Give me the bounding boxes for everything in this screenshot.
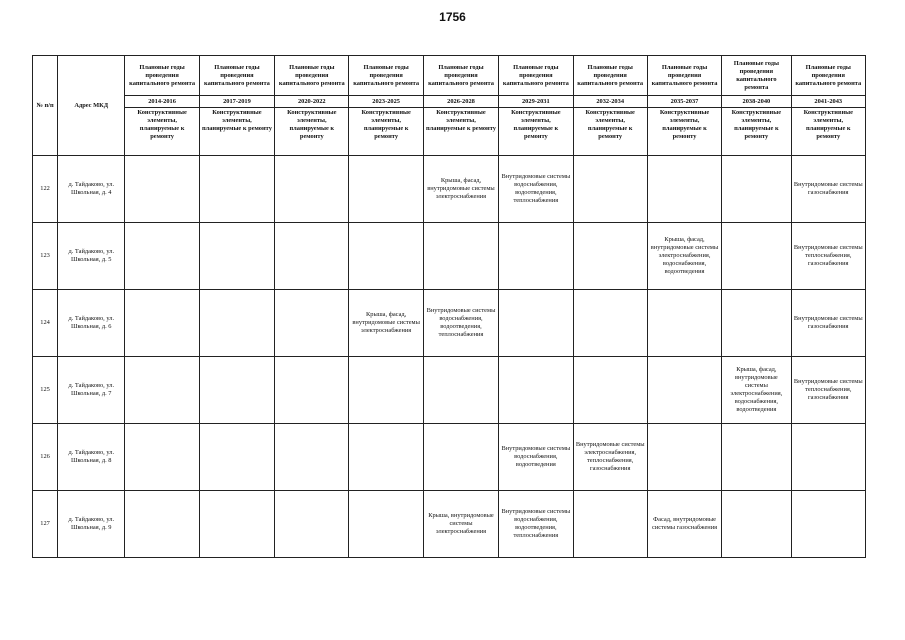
repair-cell [125, 424, 199, 491]
repair-cell [647, 424, 721, 491]
repair-cell [573, 290, 647, 357]
table-row [33, 290, 866, 357]
repair-cell: Внутридомовые системы теплоснабжения, газоснабжения [791, 357, 865, 424]
repair-cell [349, 491, 423, 558]
repair-cell [722, 223, 791, 290]
period-header: Плановые годы проведения капитального ремонта [499, 56, 573, 96]
row-address: д. Тайдаково, ул. Школьная, д. 4 [58, 156, 125, 223]
repair-cell [573, 156, 647, 223]
repair-cell [499, 223, 573, 290]
repair-cell: Внутридомовые системы газоснабжения [791, 290, 865, 357]
years-header-row [33, 96, 866, 108]
repair-cell [199, 424, 274, 491]
repair-cell [199, 491, 274, 558]
repair-cell [573, 491, 647, 558]
repair-cell: Внутридомовые системы электроснабжения, теплоснабжения, газоснабжения [573, 424, 647, 491]
table-row [33, 357, 866, 424]
elements-header-row [33, 108, 866, 156]
repair-cell [349, 357, 423, 424]
repair-cell [125, 357, 199, 424]
repair-cell [275, 357, 349, 424]
elements-header: Конструктивные элементы, планируемые к ремонту [499, 108, 573, 156]
repair-cell [199, 357, 274, 424]
repair-cell [275, 290, 349, 357]
elements-header: Конструктивные элементы, планируемые к ремонту [647, 108, 721, 156]
elements-header: Конструктивные элементы, планируемые к ремонту [573, 108, 647, 156]
repair-cell [199, 223, 274, 290]
repair-cell [423, 357, 498, 424]
row-number: 127 [33, 491, 58, 558]
repair-cell: Крыша, фасад, внутридомовые системы электроснабжения, водоснабжения, водоотведения [647, 223, 721, 290]
year-range-header: 2020-2022 [275, 96, 349, 108]
period-header: Плановые годы проведения капитального ремонта [722, 56, 791, 96]
repair-cell: Крыша, внутридомовые системы электроснабжения [423, 491, 498, 558]
elements-header: Конструктивные элементы, планируемые к ремонту [349, 108, 423, 156]
repair-cell [722, 491, 791, 558]
period-header: Плановые годы проведения капитального ремонта [125, 56, 199, 96]
repair-cell: Крыша, фасад, внутридомовые системы электроснабжения [349, 290, 423, 357]
table-row [33, 491, 866, 558]
row-address: д. Тайдаково, ул. Школьная, д. 6 [58, 290, 125, 357]
repair-cell [573, 223, 647, 290]
page-number: 1756 [439, 10, 466, 24]
elements-header: Конструктивные элементы, планируемые к ремонту [275, 108, 349, 156]
repair-cell [499, 290, 573, 357]
period-header: Плановые годы проведения капитального ремонта [573, 56, 647, 96]
row-address: д. Тайдаково, ул. Школьная, д. 8 [58, 424, 125, 491]
repair-cell [275, 156, 349, 223]
repair-cell [125, 290, 199, 357]
repair-cell [791, 491, 865, 558]
capital-repair-plan-table [32, 55, 866, 558]
repair-cell: Внутридомовые системы водоснабжения, водоотведения, теплоснабжения [499, 491, 573, 558]
table-row [33, 156, 866, 223]
year-range-header: 2014-2016 [125, 96, 199, 108]
year-range-header: 2038-2040 [722, 96, 791, 108]
repair-cell [199, 290, 274, 357]
repair-cell: Внутридомовые системы газоснабжения [791, 156, 865, 223]
repair-cell [275, 491, 349, 558]
repair-cell [349, 424, 423, 491]
number-column-header: № п/п [33, 56, 58, 156]
elements-header: Конструктивные элементы, планируемые к ремонту [423, 108, 498, 156]
row-number: 123 [33, 223, 58, 290]
repair-cell: Внутридомовые системы теплоснабжения, газоснабжения [791, 223, 865, 290]
row-address: д. Тайдаково, ул. Школьная, д. 9 [58, 491, 125, 558]
repair-cell: Крыша, фасад, внутридомовые системы электроснабжения [423, 156, 498, 223]
period-header: Плановые годы проведения капитального ремонта [791, 56, 865, 96]
repair-cell: Крыша, фасад, внутридомовые системы электроснабжения, водоснабжения, водоотведения [722, 357, 791, 424]
period-header-row [33, 56, 866, 96]
repair-cell [349, 223, 423, 290]
period-header: Плановые годы проведения капитального ремонта [275, 56, 349, 96]
repair-cell [423, 424, 498, 491]
repair-cell [349, 156, 423, 223]
repair-cell [499, 357, 573, 424]
period-header: Плановые годы проведения капитального ремонта [647, 56, 721, 96]
row-address: д. Тайдаково, ул. Школьная, д. 5 [58, 223, 125, 290]
repair-cell [722, 424, 791, 491]
year-range-header: 2032-2034 [573, 96, 647, 108]
period-header: Плановые годы проведения капитального ремонта [423, 56, 498, 96]
repair-cell [647, 156, 721, 223]
year-range-header: 2041-2043 [791, 96, 865, 108]
elements-header: Конструктивные элементы, планируемые к ремонту [199, 108, 274, 156]
repair-cell [647, 357, 721, 424]
year-range-header: 2026-2028 [423, 96, 498, 108]
repair-cell: Внутридомовые системы водоснабжения, водоотведения, теплоснабжения [499, 156, 573, 223]
period-header: Плановые годы проведения капитального ремонта [349, 56, 423, 96]
year-range-header: 2029-2031 [499, 96, 573, 108]
table-row [33, 223, 866, 290]
repair-cell [125, 223, 199, 290]
row-address: д. Тайдаково, ул. Школьная, д. 7 [58, 357, 125, 424]
elements-header: Конструктивные элементы, планируемые к ремонту [791, 108, 865, 156]
year-range-header: 2017-2019 [199, 96, 274, 108]
repair-cell [423, 223, 498, 290]
elements-header: Конструктивные элементы, планируемые к ремонту [722, 108, 791, 156]
repair-cell [722, 290, 791, 357]
repair-cell [275, 223, 349, 290]
period-header: Плановые годы проведения капитального ремонта [199, 56, 274, 96]
repair-cell [275, 424, 349, 491]
row-number: 126 [33, 424, 58, 491]
address-column-header: Адрес МКД [58, 56, 125, 156]
repair-cell: Внутридомовые системы водоснабжения, водоотведения [499, 424, 573, 491]
repair-cell [573, 357, 647, 424]
repair-cell [125, 491, 199, 558]
year-range-header: 2023-2025 [349, 96, 423, 108]
repair-cell [125, 156, 199, 223]
elements-header: Конструктивные элементы, планируемые к ремонту [125, 108, 199, 156]
repair-cell [647, 290, 721, 357]
table-row [33, 424, 866, 491]
table-header [33, 56, 866, 156]
repair-cell: Внутридомовые системы водоснабжения, водоотведения, теплоснабжения [423, 290, 498, 357]
repair-cell: Фасад, внутридомовые системы газоснабжения [647, 491, 721, 558]
repair-cell [199, 156, 274, 223]
row-number: 124 [33, 290, 58, 357]
repair-cell [791, 424, 865, 491]
repair-cell [722, 156, 791, 223]
row-number: 125 [33, 357, 58, 424]
table-body [33, 156, 866, 558]
year-range-header: 2035-2037 [647, 96, 721, 108]
row-number: 122 [33, 156, 58, 223]
